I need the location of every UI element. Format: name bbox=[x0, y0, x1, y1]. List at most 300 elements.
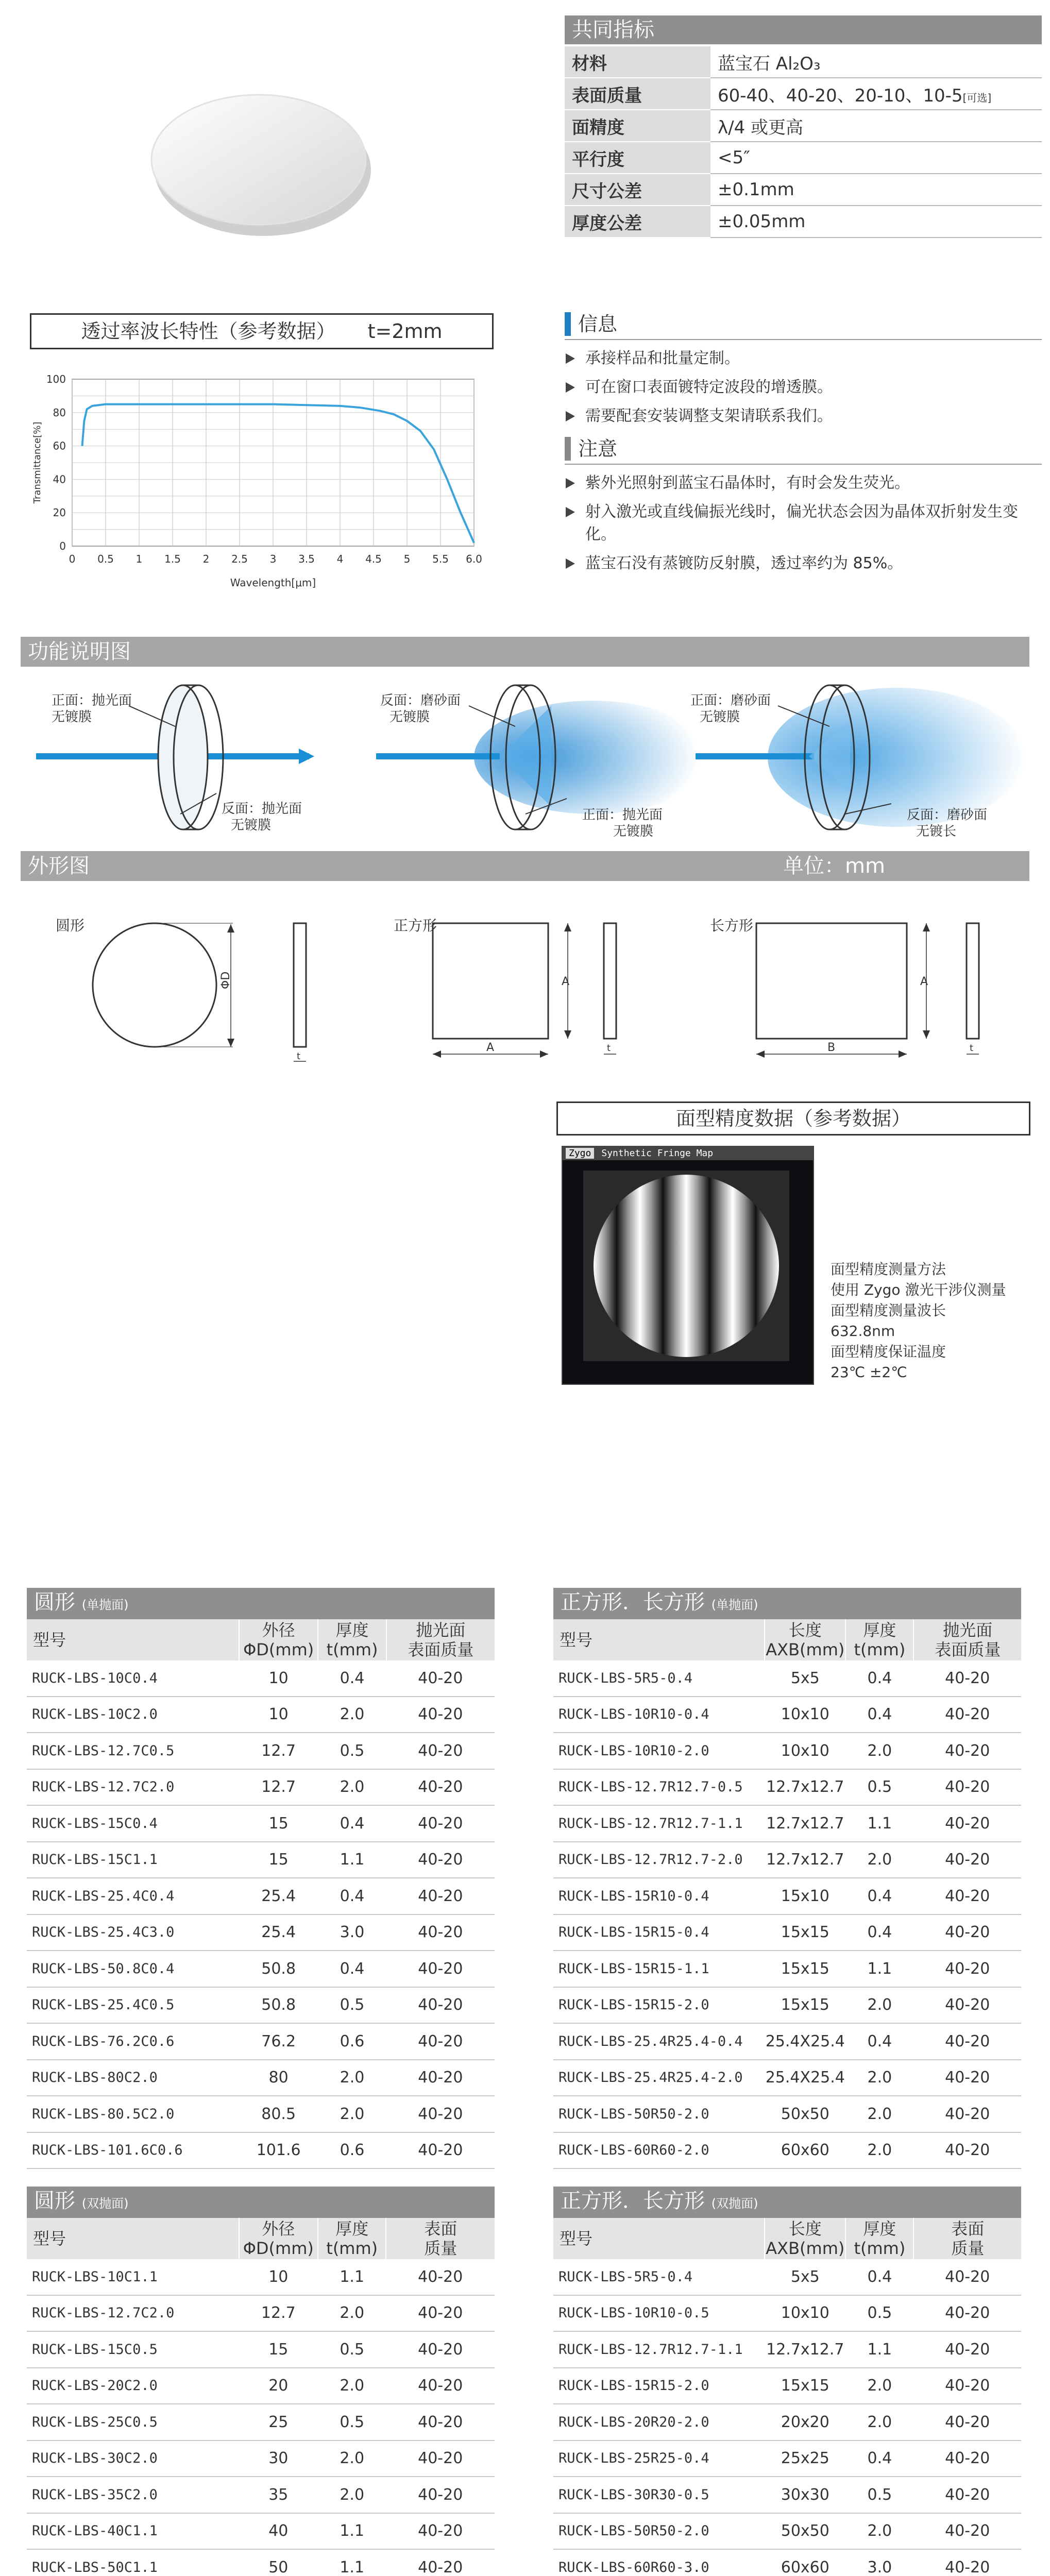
t2-cell: 5x5 bbox=[765, 1660, 845, 1697]
chart-x-tick: 1.5 bbox=[164, 553, 181, 565]
t4-cell: 40-20 bbox=[913, 2259, 1021, 2295]
notes-divider bbox=[565, 464, 1042, 465]
flatness-item: 面型精度保证温度 bbox=[831, 1343, 946, 1360]
t1-cell: 40-20 bbox=[386, 1842, 495, 1878]
t1-col-header: 外径 ΦD(mm) bbox=[239, 1619, 318, 1660]
table-row bbox=[553, 2060, 1021, 2096]
t3-cell: RUCK-LBS-50C1.1 bbox=[27, 2549, 239, 2576]
chart-x-tick: 1 bbox=[136, 553, 143, 565]
t3-cell: RUCK-LBS-15C0.5 bbox=[27, 2331, 239, 2368]
outline-t2: t bbox=[607, 1043, 611, 1054]
table-row bbox=[27, 2096, 495, 2132]
table-row bbox=[553, 2331, 1021, 2368]
t2-cell: 40-20 bbox=[913, 1660, 1021, 1697]
t1-cell: RUCK-LBS-10C2.0 bbox=[27, 1697, 239, 1733]
t4-head bbox=[553, 2218, 1021, 2259]
t1-cell: 0.4 bbox=[318, 1805, 386, 1842]
chart-title-box bbox=[30, 313, 494, 349]
t1-col-header: 厚度 t(mm) bbox=[318, 1619, 386, 1660]
t2-cell: RUCK-LBS-15R15-1.1 bbox=[553, 1951, 765, 1987]
t3-col-header: 表面 质量 bbox=[386, 2218, 495, 2259]
t4-cell: 60x60 bbox=[765, 2549, 845, 2576]
info-list bbox=[565, 347, 1042, 428]
t1-cell: RUCK-LBS-15C1.1 bbox=[27, 1842, 239, 1878]
t2-cell: 0.4 bbox=[845, 2023, 913, 2060]
t2-col-header: 型号 bbox=[553, 1619, 765, 1660]
t1-col-header: 抛光面 表面质量 bbox=[386, 1619, 495, 1660]
chart-y-tick: 80 bbox=[53, 406, 66, 419]
t3-cell: 10 bbox=[239, 2259, 318, 2295]
t1-cell: 12.7 bbox=[239, 1769, 318, 1806]
outline-round-label: 圆形 bbox=[56, 917, 85, 934]
notes-list bbox=[565, 472, 1042, 575]
t2-head bbox=[553, 1619, 1021, 1660]
t1-cell: 40-20 bbox=[386, 1769, 495, 1806]
t2-cell: 2.0 bbox=[845, 2132, 913, 2169]
chart-x-tick: 6.0 bbox=[466, 553, 482, 565]
spec-row bbox=[565, 174, 1042, 206]
chart-x-tick: 3.5 bbox=[298, 553, 315, 565]
table-row bbox=[27, 1660, 495, 1697]
t4-cell: 12.7x12.7 bbox=[765, 2331, 845, 2368]
outline-phi: ΦD bbox=[219, 971, 232, 989]
t4-cell: 20x20 bbox=[765, 2404, 845, 2441]
table-row bbox=[553, 2513, 1021, 2550]
t2-cell: 0.4 bbox=[845, 1697, 913, 1733]
t4-col-header: 厚度 t(mm) bbox=[845, 2218, 913, 2259]
t4-cell: RUCK-LBS-25R25-0.4 bbox=[553, 2441, 765, 2477]
d2-front-label: 反面：磨砂面 bbox=[380, 693, 461, 708]
table-row bbox=[553, 1987, 1021, 2024]
t1-cell: 50.8 bbox=[239, 1987, 318, 2024]
t2-cell: 40-20 bbox=[913, 2023, 1021, 2060]
t4-cell: 0.4 bbox=[845, 2441, 913, 2477]
table-row bbox=[27, 1878, 495, 1914]
table-row bbox=[27, 2549, 495, 2576]
outline-unit: 单位：mm bbox=[783, 854, 885, 878]
t2-cell: 12.7x12.7 bbox=[765, 1842, 845, 1878]
t2-cell: 50x50 bbox=[765, 2096, 845, 2132]
t2-cell: 25.4X25.4 bbox=[765, 2060, 845, 2096]
t4-cell: 40-20 bbox=[913, 2295, 1021, 2332]
d3-front-coat: 无镀膜 bbox=[700, 709, 740, 725]
t4-cell: RUCK-LBS-10R10-0.5 bbox=[553, 2295, 765, 2332]
outline-square-label: 正方形 bbox=[394, 917, 437, 934]
spec-value bbox=[710, 206, 1042, 238]
t4-cell: 1.1 bbox=[845, 2331, 913, 2368]
transmission-chart bbox=[21, 361, 515, 608]
chart-x-tick: 0.5 bbox=[97, 553, 114, 565]
table-row bbox=[553, 2023, 1021, 2060]
t4-cell: 0.5 bbox=[845, 2295, 913, 2332]
t1-cell: RUCK-LBS-25.4C3.0 bbox=[27, 1914, 239, 1951]
t3-cell: RUCK-LBS-25C0.5 bbox=[27, 2404, 239, 2441]
outline-rect-b: B bbox=[827, 1041, 836, 1054]
t1-cell: 40-20 bbox=[386, 1987, 495, 2024]
t4-header: 正方形．长方形 (双抛面) bbox=[553, 2187, 1021, 2218]
t1-cell: 1.1 bbox=[318, 1842, 386, 1878]
t3-cell: 0.5 bbox=[318, 2331, 386, 2368]
table-row bbox=[27, 2513, 495, 2550]
outline-sq-a2: A bbox=[486, 1041, 495, 1054]
fringe-window-title: Synthetic Fringe Map bbox=[601, 1148, 714, 1159]
t1-header: 圆形 (单抛面) bbox=[27, 1588, 495, 1619]
fringe-map bbox=[594, 1175, 779, 1357]
table-square-single bbox=[553, 1588, 1021, 2169]
t2-cell: RUCK-LBS-50R50-2.0 bbox=[553, 2096, 765, 2132]
t2-cell: 25.4X25.4 bbox=[765, 2023, 845, 2060]
chart-xlabel: Wavelength[μm] bbox=[230, 577, 316, 589]
d3-front-label: 正面：磨砂面 bbox=[690, 693, 771, 708]
outline-t3: t bbox=[970, 1043, 974, 1054]
table-row bbox=[27, 1697, 495, 1733]
t1-cell: RUCK-LBS-15C0.4 bbox=[27, 1805, 239, 1842]
table-row bbox=[553, 2259, 1021, 2295]
t1-cell: RUCK-LBS-25.4C0.5 bbox=[27, 1987, 239, 2024]
t4-cell: 2.0 bbox=[845, 2404, 913, 2441]
d2-back-label: 正面：抛光面 bbox=[582, 807, 663, 823]
notes-list-item: 射入激光或直线偏振光线时，偏光状态会因为晶体双折射发生变化。 bbox=[565, 501, 1042, 546]
spec-value-text: 60-40、40-20、20-10、10-5 bbox=[718, 85, 963, 106]
table-row bbox=[553, 2295, 1021, 2332]
outline-sq-a1: A bbox=[562, 975, 570, 988]
t1-cell: 76.2 bbox=[239, 2023, 318, 2060]
t1-cell: RUCK-LBS-12.7C0.5 bbox=[27, 1733, 239, 1769]
t2-cell: 2.0 bbox=[845, 1987, 913, 2024]
t1-cell: 10 bbox=[239, 1660, 318, 1697]
t1-cell: 3.0 bbox=[318, 1914, 386, 1951]
table-row bbox=[27, 2441, 495, 2477]
t2-header: 正方形．长方形 (单抛面) bbox=[553, 1588, 1021, 1619]
t1-cell: 40-20 bbox=[386, 2096, 495, 2132]
t1-cell: 0.6 bbox=[318, 2132, 386, 2169]
t3-cell: RUCK-LBS-35C2.0 bbox=[27, 2477, 239, 2513]
t3-cell: 1.1 bbox=[318, 2549, 386, 2576]
t3-cell: RUCK-LBS-10C1.1 bbox=[27, 2259, 239, 2295]
table-row bbox=[27, 2023, 495, 2060]
d1-front-label: 正面：抛光面 bbox=[52, 693, 132, 708]
info-list-item: 承接样品和批量定制。 bbox=[565, 347, 1042, 370]
t2-cell: 15x15 bbox=[765, 1987, 845, 2024]
t2-cell: 40-20 bbox=[913, 1805, 1021, 1842]
spec-value-text: ±0.05mm bbox=[718, 211, 806, 232]
chart-y-tick: 0 bbox=[59, 540, 66, 552]
product-image bbox=[144, 72, 381, 247]
t2-cell: 0.4 bbox=[845, 1660, 913, 1697]
t3-cell: 20 bbox=[239, 2368, 318, 2404]
t2-col-header: 厚度 t(mm) bbox=[845, 1619, 913, 1660]
t2-cell: RUCK-LBS-15R15-0.4 bbox=[553, 1914, 765, 1951]
table-row bbox=[553, 2132, 1021, 2169]
t1-cell: 2.0 bbox=[318, 1769, 386, 1806]
t1-cell: 101.6 bbox=[239, 2132, 318, 2169]
t3-cell: 40-20 bbox=[386, 2404, 495, 2441]
table-row bbox=[553, 1878, 1021, 1914]
table-row bbox=[27, 2368, 495, 2404]
spec-key: 面精度 bbox=[565, 110, 710, 142]
t2-cell: 40-20 bbox=[913, 2096, 1021, 2132]
t1-cell: 25.4 bbox=[239, 1914, 318, 1951]
t3-cell: 40-20 bbox=[386, 2259, 495, 2295]
t2-cell: 12.7x12.7 bbox=[765, 1769, 845, 1806]
t2-col-header: 抛光面 表面质量 bbox=[913, 1619, 1021, 1660]
t3-cell: RUCK-LBS-20C2.0 bbox=[27, 2368, 239, 2404]
t4-cell: 40-20 bbox=[913, 2549, 1021, 2576]
table-row bbox=[27, 1733, 495, 1769]
flatness-item: 面型精度测量方法 bbox=[831, 1261, 946, 1278]
t2-cell: 0.4 bbox=[845, 1878, 913, 1914]
t1-cell: 12.7 bbox=[239, 1733, 318, 1769]
t2-cell: 15x10 bbox=[765, 1878, 845, 1914]
d1-front-coat: 无镀膜 bbox=[52, 709, 92, 725]
table-row bbox=[27, 2295, 495, 2332]
t1-head bbox=[27, 1619, 495, 1660]
t3-col-header: 型号 bbox=[27, 2218, 239, 2259]
table-row bbox=[27, 2259, 495, 2295]
t3-header: 圆形 (双抛面) bbox=[27, 2187, 495, 2218]
t4-cell: RUCK-LBS-60R60-3.0 bbox=[553, 2549, 765, 2576]
chart-x-tick: 2 bbox=[202, 553, 210, 565]
t2-cell: 40-20 bbox=[913, 1987, 1021, 2024]
outline-header bbox=[21, 851, 1029, 881]
zygo-logo: Zygo bbox=[566, 1148, 594, 1159]
t3-cell: RUCK-LBS-30C2.0 bbox=[27, 2441, 239, 2477]
t1-cell: 40-20 bbox=[386, 1660, 495, 1697]
t1-cell: 25.4 bbox=[239, 1878, 318, 1914]
t1-cell: 15 bbox=[239, 1842, 318, 1878]
d1-back-coat: 无镀膜 bbox=[231, 818, 272, 833]
fringe-window bbox=[562, 1146, 814, 1385]
spec-value-text: ±0.1mm bbox=[718, 179, 794, 200]
table-row bbox=[27, 1842, 495, 1878]
t3-cell: 2.0 bbox=[318, 2441, 386, 2477]
t2-cell: RUCK-LBS-10R10-0.4 bbox=[553, 1697, 765, 1733]
t2-cell: 2.0 bbox=[845, 2096, 913, 2132]
t2-cell: 2.0 bbox=[845, 1842, 913, 1878]
chart-y-tick: 20 bbox=[53, 506, 66, 519]
spec-row bbox=[565, 206, 1042, 238]
t3-cell: 40-20 bbox=[386, 2441, 495, 2477]
spec-value bbox=[710, 174, 1042, 206]
t4-cell: RUCK-LBS-15R15-2.0 bbox=[553, 2368, 765, 2404]
chart-x-tick: 5.5 bbox=[432, 553, 449, 565]
table-row bbox=[27, 2477, 495, 2513]
t3-col-header: 厚度 t(mm) bbox=[318, 2218, 386, 2259]
t4-cell: 2.0 bbox=[845, 2513, 913, 2550]
t2-cell: 10x10 bbox=[765, 1697, 845, 1733]
notes-heading: 注意 bbox=[565, 437, 1042, 461]
t1-cell: 0.4 bbox=[318, 1878, 386, 1914]
t3-cell: 40-20 bbox=[386, 2295, 495, 2332]
t4-cell: 15x15 bbox=[765, 2368, 845, 2404]
chart-x-tick: 3 bbox=[269, 553, 277, 565]
t1-cell: RUCK-LBS-50.8C0.4 bbox=[27, 1951, 239, 1987]
d3-back-coat: 无镀长 bbox=[916, 824, 957, 839]
table-row bbox=[27, 2132, 495, 2169]
chart-x-tick: 5 bbox=[403, 553, 411, 565]
info-divider bbox=[565, 339, 1042, 340]
t2-col-header: 长度 AXB(mm) bbox=[766, 1620, 845, 1659]
t4-cell: RUCK-LBS-5R5-0.4 bbox=[553, 2259, 765, 2295]
spec-header: 共同指标 bbox=[565, 15, 1042, 44]
chart-x-tick: 2.5 bbox=[231, 553, 248, 565]
t1-cell: 0.4 bbox=[318, 1951, 386, 1987]
t2-cell: 0.5 bbox=[845, 1769, 913, 1806]
table-row bbox=[553, 2549, 1021, 2576]
d2-back-coat: 无镀膜 bbox=[613, 824, 654, 839]
t3-cell: 15 bbox=[239, 2331, 318, 2368]
t1-cell: RUCK-LBS-25.4C0.4 bbox=[27, 1878, 239, 1914]
t3-cell: 12.7 bbox=[239, 2295, 318, 2332]
t4-cell: 40-20 bbox=[913, 2513, 1021, 2550]
table-row bbox=[553, 1914, 1021, 1951]
t2-cell: RUCK-LBS-15R10-0.4 bbox=[553, 1878, 765, 1914]
t4-cell: 40-20 bbox=[913, 2404, 1021, 2441]
t2-cell: 1.1 bbox=[845, 1951, 913, 1987]
spec-key: 厚度公差 bbox=[565, 206, 710, 238]
t2-cell: 40-20 bbox=[913, 2060, 1021, 2096]
table-row bbox=[553, 2096, 1021, 2132]
spec-row bbox=[565, 78, 1042, 110]
t3-cell: 40 bbox=[239, 2513, 318, 2550]
t1-cell: 80 bbox=[239, 2060, 318, 2096]
t1-cell: 2.0 bbox=[318, 1697, 386, 1733]
flatness-notes bbox=[819, 1259, 1036, 1383]
spec-note: [可选] bbox=[962, 91, 992, 104]
chart-ylabel: Transmittance[%] bbox=[32, 421, 43, 504]
spec-key: 材料 bbox=[565, 46, 710, 78]
t1-cell: 40-20 bbox=[386, 2023, 495, 2060]
table-row bbox=[27, 1805, 495, 1842]
chart-x-tick: 4.5 bbox=[365, 553, 382, 565]
table-row bbox=[27, 1987, 495, 2024]
spec-row bbox=[565, 110, 1042, 142]
d2-front-coat: 无镀膜 bbox=[389, 709, 430, 725]
t1-cell: 40-20 bbox=[386, 2132, 495, 2169]
t3-cell: 30 bbox=[239, 2441, 318, 2477]
spec-row bbox=[565, 142, 1042, 174]
t2-cell: 40-20 bbox=[913, 1914, 1021, 1951]
info-list-item: 可在窗口表面镀特定波段的增透膜。 bbox=[565, 376, 1042, 399]
t3-cell: 1.1 bbox=[318, 2513, 386, 2550]
table-row bbox=[553, 2368, 1021, 2404]
outline-drawings bbox=[21, 912, 1029, 1077]
t1-cell: 40-20 bbox=[386, 1697, 495, 1733]
t1-cell: RUCK-LBS-80.5C2.0 bbox=[27, 2096, 239, 2132]
table-row bbox=[553, 2441, 1021, 2477]
chart-title: 透过率波长特性（参考数据） bbox=[81, 320, 336, 343]
flatness-title: 面型精度数据（参考数据） bbox=[556, 1101, 1030, 1136]
t3-cell: 40-20 bbox=[386, 2549, 495, 2576]
t3-cell: 40-20 bbox=[386, 2513, 495, 2550]
spec-value bbox=[710, 78, 1042, 110]
t4-cell: RUCK-LBS-12.7R12.7-1.1 bbox=[553, 2331, 765, 2368]
spec-value-text: <5″ bbox=[718, 147, 750, 168]
flatness-item: 23℃ ±2℃ bbox=[831, 1364, 907, 1381]
t4-cell: 40-20 bbox=[913, 2331, 1021, 2368]
table-row bbox=[27, 1769, 495, 1806]
d1-back-label: 反面：抛光面 bbox=[222, 801, 302, 817]
t4-cell: 0.4 bbox=[845, 2259, 913, 2295]
d3-back-label: 反面：磨砂面 bbox=[907, 807, 988, 823]
t3-col-header: 外径 ΦD(mm) bbox=[239, 2218, 318, 2259]
outline-rect-shape bbox=[756, 923, 907, 1039]
t4-cell: 25x25 bbox=[765, 2441, 845, 2477]
t1-cell: 0.6 bbox=[318, 2023, 386, 2060]
t1-cell: 40-20 bbox=[386, 1733, 495, 1769]
table-row bbox=[27, 2331, 495, 2368]
table-row bbox=[553, 1697, 1021, 1733]
t2-cell: RUCK-LBS-12.7R12.7-1.1 bbox=[553, 1805, 765, 1842]
t4-cell: 30x30 bbox=[765, 2477, 845, 2513]
t3-cell: 0.5 bbox=[318, 2404, 386, 2441]
t4-col-header: 表面 质量 bbox=[913, 2218, 1021, 2259]
spec-value bbox=[710, 142, 1042, 174]
table-row bbox=[553, 1769, 1021, 1806]
table-row bbox=[553, 1951, 1021, 1987]
table-row bbox=[27, 2060, 495, 2096]
t1-cell: 50.8 bbox=[239, 1951, 318, 1987]
t1-cell: 0.4 bbox=[318, 1660, 386, 1697]
t4-cell: 50x50 bbox=[765, 2513, 845, 2550]
table-row bbox=[553, 1805, 1021, 1842]
notes-list-item: 紫外光照射到蓝宝石晶体时，有时会发生荧光。 bbox=[565, 472, 1042, 495]
t3-cell: 40-20 bbox=[386, 2368, 495, 2404]
t2-cell: 40-20 bbox=[913, 1769, 1021, 1806]
table-row bbox=[553, 1733, 1021, 1769]
t4-cell: 0.5 bbox=[845, 2477, 913, 2513]
t1-col-header: 型号 bbox=[27, 1619, 239, 1660]
t2-cell: 12.7x12.7 bbox=[765, 1805, 845, 1842]
chart-y-tick: 60 bbox=[53, 439, 66, 452]
t1-cell: 0.5 bbox=[318, 1733, 386, 1769]
outline-rect-a: A bbox=[920, 975, 928, 988]
t1-cell: 40-20 bbox=[386, 1951, 495, 1987]
t3-cell: 1.1 bbox=[318, 2259, 386, 2295]
t2-cell: RUCK-LBS-5R5-0.4 bbox=[553, 1660, 765, 1697]
t4-cell: 40-20 bbox=[913, 2441, 1021, 2477]
info-heading: 信息 bbox=[565, 312, 1042, 336]
t3-cell: 2.0 bbox=[318, 2368, 386, 2404]
t2-cell: 40-20 bbox=[913, 1878, 1021, 1914]
chart-y-tick: 100 bbox=[46, 373, 66, 385]
t1-cell: RUCK-LBS-80C2.0 bbox=[27, 2060, 239, 2096]
t1-cell: 40-20 bbox=[386, 2060, 495, 2096]
t1-cell: 15 bbox=[239, 1805, 318, 1842]
spec-row bbox=[565, 46, 1042, 78]
flatness-item: 使用 Zygo 激光干涉仪测量 bbox=[831, 1281, 1006, 1298]
t4-cell: 5x5 bbox=[765, 2259, 845, 2295]
t2-cell: 40-20 bbox=[913, 1733, 1021, 1769]
t2-cell: 40-20 bbox=[913, 2132, 1021, 2169]
t2-cell: 40-20 bbox=[913, 1842, 1021, 1878]
table-row bbox=[553, 1660, 1021, 1697]
t3-cell: 50 bbox=[239, 2549, 318, 2576]
t2-cell: 40-20 bbox=[913, 1697, 1021, 1733]
t4-cell: 10x10 bbox=[765, 2295, 845, 2332]
table-row bbox=[553, 1842, 1021, 1878]
diagram-both-polished bbox=[36, 685, 314, 833]
function-header: 功能说明图 bbox=[21, 637, 1029, 667]
diagram-both-frosted bbox=[690, 685, 1025, 839]
t4-cell: RUCK-LBS-30R30-0.5 bbox=[553, 2477, 765, 2513]
t1-cell: 2.0 bbox=[318, 2096, 386, 2132]
outline-square-shape bbox=[433, 923, 548, 1039]
t3-cell: 40-20 bbox=[386, 2331, 495, 2368]
chart-series-line bbox=[82, 404, 475, 543]
table-round-double bbox=[27, 2187, 495, 2576]
outline-rect-label: 长方形 bbox=[710, 917, 754, 934]
